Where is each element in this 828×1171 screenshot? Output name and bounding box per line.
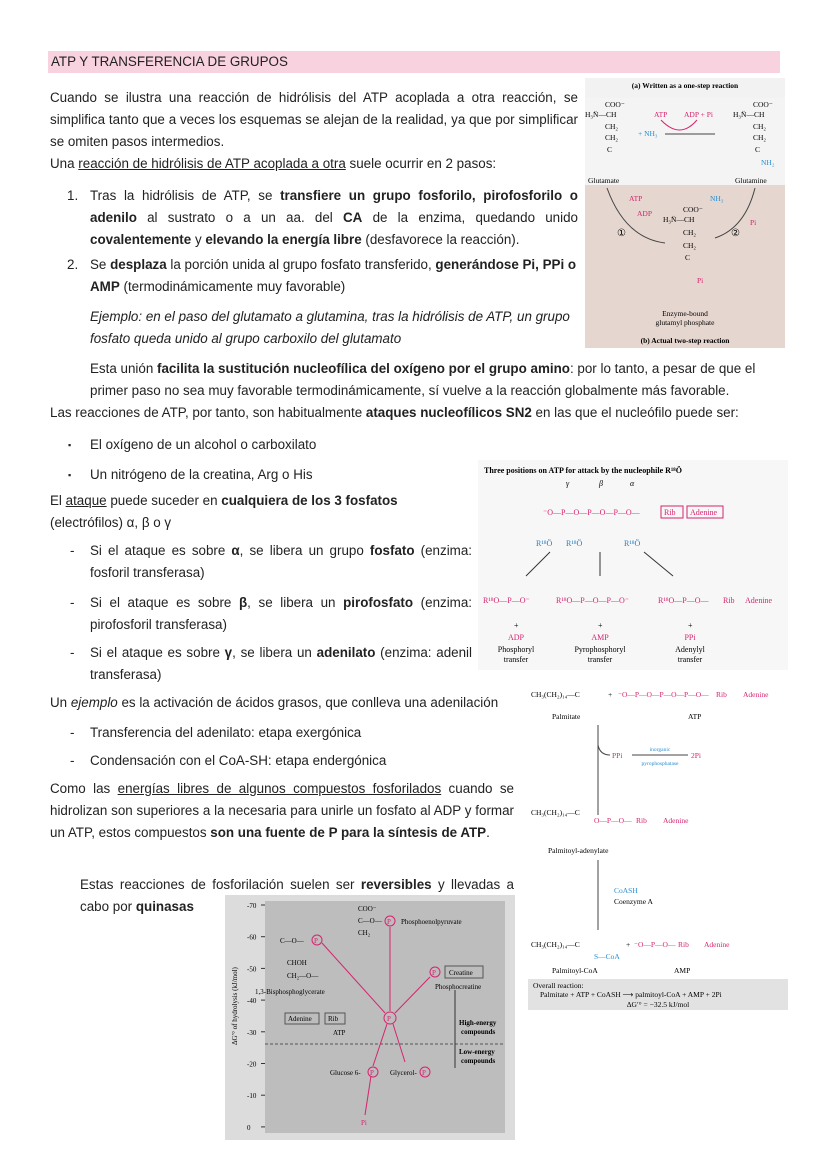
attack-gamma: [90, 642, 472, 686]
enzyme-label: pyrophosphatase: [641, 761, 679, 767]
text-segment: al sustrato o a un aa. del: [136, 210, 343, 225]
text-segment: .: [486, 825, 490, 840]
text-segment: es la activación de ácidos grasos, que conlleva una adenilación: [117, 695, 499, 710]
formula: CH₂: [683, 228, 697, 237]
text-segment: Si el ataque es sobre: [90, 595, 239, 610]
text-segment: (enzima: pirofosforil transferasa): [90, 595, 473, 632]
text-segment: pirofosfato: [343, 595, 414, 610]
high-energy-label: compounds: [461, 1028, 496, 1036]
dash-mark: -: [70, 725, 75, 740]
formula: CH₂: [605, 133, 619, 142]
plus: +: [608, 690, 613, 699]
adenine-box: Adenine: [288, 1015, 312, 1023]
list-number: 2.: [67, 257, 79, 272]
nucleophile: R¹⁸Ö: [536, 539, 553, 548]
transfer-label: transfer: [677, 655, 703, 664]
palmitate-label: Palmitate: [552, 712, 581, 721]
formula: CH₂—O—: [287, 972, 319, 980]
text-segment: , se libera un: [232, 645, 317, 660]
text-segment: reacción de hidrólisis de ATP acoplada a otra: [78, 156, 346, 171]
text-segment: (desfavorece la reacción).: [361, 232, 520, 247]
high-energy-label: High-energy: [459, 1019, 497, 1027]
formula: CH₂: [605, 122, 619, 131]
step-2-marker: ②: [731, 228, 740, 239]
text-segment: (enzima: adenil transferasa): [90, 645, 473, 682]
text-segment: cualquiera de los 3 fosfatos: [221, 493, 398, 508]
glutamate-to-glutamine-figure: [585, 78, 785, 348]
formula: COO⁻: [605, 100, 625, 109]
low-energy-label: Low-energy: [459, 1048, 495, 1056]
fig2-title: Three positions on ATP for attack by the nucleophile R¹⁸Ö: [484, 466, 682, 475]
ppi-label: PPi: [612, 751, 623, 760]
text-segment: Ejemplo: en el paso del glutamato a glutamina, tras la hidrólisis de ATP, un grupo fosfato queda unido al grupo carboxilo del glutamato: [90, 309, 570, 346]
formula: NH₂: [761, 158, 775, 167]
p-circle: P: [422, 1069, 426, 1077]
text-segment: fosfato: [369, 543, 415, 558]
intermediate-label: Enzyme-bound: [662, 309, 708, 318]
bullet-item: Un nitrógeno de la creatina, Arg o His: [90, 467, 313, 482]
text-segment: El: [50, 493, 66, 508]
formula: C: [685, 253, 691, 262]
adp-pi-label: ADP + Pi: [684, 110, 713, 119]
intermediate-label: glutamyl phosphate: [655, 318, 715, 327]
text-segment: ataque: [65, 493, 107, 508]
formula: COO⁻: [753, 100, 773, 109]
text-segment: puede suceder en: [106, 493, 222, 508]
formula: CH₂: [753, 133, 767, 142]
dash-mark: -: [70, 753, 75, 768]
text-segment: quinasas: [135, 899, 194, 914]
y-tick-label: -60: [247, 933, 257, 942]
attack-alpha: [90, 540, 472, 584]
text-segment: , se libera un: [247, 595, 344, 610]
adenine-box: Adenine: [704, 940, 730, 949]
enzyme-label: inorganic: [649, 747, 671, 753]
step-2-text: [90, 254, 578, 298]
p-circle: P: [387, 1015, 391, 1023]
plus: +: [626, 940, 631, 949]
formula: COO⁻: [358, 905, 377, 913]
glutamate-label: Glutamate: [588, 176, 620, 185]
list-number: 1.: [67, 188, 79, 203]
gamma-label: γ: [566, 479, 570, 488]
plus: +: [514, 621, 519, 630]
transfer-label: Adenylyl: [675, 645, 705, 654]
step-2-example: [90, 306, 578, 350]
text-segment: covalentemente: [90, 232, 192, 247]
plus: +: [598, 621, 603, 630]
overall-reaction-label: Overall reaction:: [533, 981, 584, 990]
text-segment: y: [191, 232, 206, 247]
formula: CHOH: [287, 959, 307, 967]
beta-label: β: [599, 479, 603, 488]
glutamine-label: Glutamine: [735, 176, 767, 185]
y-tick-label: -10: [247, 1092, 257, 1101]
p-circle: P: [387, 918, 391, 926]
atp-label: ATP: [654, 110, 668, 119]
pi-label: Pi: [750, 218, 757, 227]
y-tick-label: -70: [247, 902, 257, 910]
sn2-paragraph: [50, 402, 780, 424]
atp-chain: ⁻O—P—O—P—O—P—O—: [618, 690, 709, 699]
adenylate-label: Palmitoyl-adenylate: [548, 846, 609, 855]
text-segment: Las reacciones de ATP, por tanto, son habitualmente: [50, 405, 366, 420]
atp-label: ATP: [688, 712, 702, 721]
pcr-label: Phosphocreatine: [435, 983, 482, 991]
nucleophile: R¹⁸Ö: [624, 539, 641, 548]
attack-beta: [90, 592, 472, 636]
dash-mark: -: [70, 645, 75, 660]
adp-label: ADP: [637, 209, 653, 218]
text-segment: , se libera un grupo: [239, 543, 370, 558]
intro-paragraph: [50, 87, 578, 153]
palmitate-formula: CH₃(CH₂)₁₄—C: [531, 690, 580, 699]
text-segment: Tras la hidrólisis de ATP, se: [90, 188, 281, 203]
formula: COO⁻: [683, 205, 703, 214]
rib-box: Rib: [716, 690, 727, 699]
released-amp: AMP: [591, 633, 609, 642]
pi-label: Pi: [361, 1119, 367, 1127]
low-energy-label: compounds: [461, 1057, 496, 1065]
two-step-paragraph: [50, 153, 578, 175]
y-tick-label: -30: [247, 1028, 257, 1037]
text-segment: Se: [90, 257, 111, 272]
text-segment: transfiere un grupo fosforilo, pirofosforilo o adenilo: [90, 188, 578, 225]
text-segment: (enzima: fosforil transferasa): [90, 543, 472, 580]
transfer-label: Pyrophosphoryl: [574, 645, 626, 654]
formula: H₃N̈—CH: [733, 110, 765, 119]
scoa: S—CoA: [594, 952, 620, 961]
text-segment: adenilato: [316, 645, 376, 660]
text-segment: Un: [50, 695, 71, 710]
text-segment: Esta unión: [90, 361, 157, 376]
text-segment: ejemplo: [70, 695, 118, 710]
palmitoyl-coa-label: Palmitoyl-CoA: [552, 966, 598, 975]
rib-box: Rib: [678, 940, 689, 949]
coenzyme-label: Coenzyme A: [614, 897, 653, 906]
adenine-box: Adenine: [690, 508, 718, 517]
formula: C—O—: [280, 937, 304, 945]
transfer-label: transfer: [587, 655, 613, 664]
attack-paragraph: [50, 490, 472, 534]
fatty-acid-activation-figure: [528, 675, 788, 1010]
fig1-b-title: (b) Actual two-step reaction: [640, 336, 730, 345]
p-circle: P: [370, 1069, 374, 1077]
step-1-marker: ①: [617, 228, 626, 239]
text-segment: elevando la energía libre: [205, 232, 362, 247]
step-1-text: [90, 185, 578, 251]
fatty-acid-paragraph: [50, 692, 520, 714]
phosphate: Pi: [697, 276, 704, 285]
alpha-label: α: [630, 479, 635, 488]
formula: C: [607, 145, 613, 154]
fa-step: Condensación con el CoA-SH: etapa endergónica: [90, 753, 387, 768]
atp-chain: ⁻O—P—O—P—O—P—O—: [543, 508, 640, 517]
text-segment: Como las: [50, 781, 118, 796]
formula: CH₂: [753, 122, 767, 131]
text-segment: Si el ataque es sobre: [90, 645, 225, 660]
text-segment: ataques nucleofílicos SN2: [365, 405, 532, 420]
delta-g: ΔG′° = −32.5 kJ/mol: [626, 1000, 690, 1009]
atp-label: ATP: [333, 1029, 346, 1037]
text-segment: (termodinámicamente muy favorable): [119, 279, 346, 294]
two-pi-label: 2Pi: [691, 751, 702, 760]
bullet-icon: ▪: [68, 470, 72, 480]
creatine-box: Creatine: [449, 969, 473, 977]
nucleophilic-paragraph: [90, 358, 780, 402]
atp-label: ATP: [629, 194, 643, 203]
hydrolysis-energy-chart: [225, 895, 515, 1140]
rib-box: Rib: [636, 816, 647, 825]
dash-mark: -: [70, 543, 75, 558]
formula: CH₃(CH₂)₁₄—C: [531, 808, 580, 817]
adenine-box: Adenine: [663, 816, 689, 825]
y-tick-label: 0: [247, 1123, 251, 1132]
transfer-label: Phosphoryl: [497, 645, 535, 654]
rib-box: Rib: [723, 596, 735, 605]
y-tick-label: -40: [247, 997, 257, 1006]
product-3: R¹⁸O—P—O—: [658, 596, 709, 605]
text-segment: y llevadas a cabo por: [80, 877, 514, 914]
text-segment: α: [231, 543, 240, 558]
formula: CH₂: [358, 929, 371, 937]
product-2: R¹⁸O—P—O—P—O⁻: [556, 596, 629, 605]
formula: CH₂: [683, 241, 697, 250]
formula: H₃N̈—CH: [663, 215, 695, 224]
glycerol-p-label: Glycerol-: [390, 1069, 417, 1077]
overall-reaction: Palmitate + ATP + CoASH ⟶ palmitoyl-CoA + AMP + 2Pi: [540, 990, 722, 999]
fig1-a-title: (a) Written as a one-step reaction: [631, 81, 739, 90]
formula: C: [755, 145, 761, 154]
released-adp: ADP: [507, 633, 525, 642]
text-segment: generándose Pi, PPi o AMP: [90, 257, 577, 294]
rib-box: Rib: [664, 508, 676, 517]
y-tick-label: -50: [247, 965, 257, 974]
text-segment: energías libres de algunos compuestos fosforilados: [117, 781, 442, 796]
text-segment: suele ocurrir en 2 pasos:: [345, 156, 497, 171]
bullet-icon: ▪: [68, 440, 72, 450]
adenine-box: Adenine: [743, 690, 769, 699]
formula: H₃N̈—CH: [585, 110, 617, 119]
adenine-box: Adenine: [745, 596, 773, 605]
product-1: R¹⁸O—P—O⁻: [483, 596, 530, 605]
text-segment: Cuando se ilustra una reacción de hidrólisis del ATP acoplada a otra reacción, se simplifica tanto que a veces los esquemas se alejan de la realidad, ya que por simplificar se omiten pasos intermedios.: [50, 90, 578, 149]
formula: C—O—: [358, 917, 382, 925]
p-circle: P: [314, 937, 318, 945]
text-segment: (electrófilos) α, β o γ: [50, 515, 172, 530]
nucleophile: R¹⁸Ö: [566, 539, 583, 548]
glucose-6p-label: Glucose 6-: [330, 1069, 361, 1077]
plus: +: [688, 621, 693, 630]
formula: CH₃(CH₂)₁₄—C: [531, 940, 580, 949]
text-segment: Si el ataque es sobre: [90, 543, 232, 558]
dash-mark: -: [70, 595, 75, 610]
text-segment: reversibles: [360, 877, 432, 892]
text-segment: facilita la sustitución nucleofílica del oxígeno por el grupo amino: [157, 361, 570, 376]
text-segment: CA: [343, 210, 363, 225]
nh3-label: + NH₃: [638, 129, 658, 138]
released-ppi: PPi: [684, 633, 696, 642]
text-segment: Una: [50, 156, 79, 171]
amp-chain: ⁻O—P—O—: [634, 940, 676, 949]
text-segment: desplaza: [110, 257, 167, 272]
atp-attack-positions-figure: [478, 460, 788, 670]
text-segment: : por lo tanto, a pesar de que el primer paso no sea muy favorable termodinámicamente, sí vuelve a la reacción globalmente más favorable.: [90, 361, 756, 398]
text-segment: β: [238, 595, 248, 610]
text-segment: Estas reacciones de fosforilación suelen ser: [80, 877, 361, 892]
text-segment: son una fuente de P para la síntesis de ATP: [210, 825, 487, 840]
y-tick-label: -20: [247, 1060, 257, 1069]
fa-step: Transferencia del adenilato: etapa exergónica: [90, 725, 362, 740]
y-axis-label: ΔG′° of hydrolysis (kJ/mol): [231, 967, 239, 1045]
text-segment: de la enzima, quedando unido: [362, 210, 579, 225]
transfer-label: transfer: [503, 655, 529, 664]
text-segment: en las que el nucleófilo puede ser:: [531, 405, 739, 420]
phospho-compounds-paragraph: [50, 778, 514, 844]
bpg-label: 1,3-Bisphosphoglycerate: [255, 988, 325, 996]
text-segment: γ: [224, 645, 233, 660]
pep-label: Phosphoenolpyruvate: [401, 918, 462, 926]
rib-box: Rib: [328, 1015, 339, 1023]
amp-label: AMP: [674, 966, 691, 975]
text-segment: cuando se hidrolizan son superiores a la necesaria para unirle un fosfato al ADP y formar un ATP, estos compuestos: [50, 781, 515, 840]
text-segment: la porción unida al grupo fosfato transferido,: [166, 257, 436, 272]
coash-label: CoASH: [614, 886, 638, 895]
p-circle: P: [432, 969, 436, 977]
section-title: ATP Y TRANSFERENCIA DE GRUPOS: [48, 51, 780, 73]
bullet-item: El oxígeno de un alcohol o carboxilato: [90, 437, 317, 452]
nh3-label: NH₃: [710, 194, 724, 203]
adenylate-chain: O—P—O—: [594, 816, 632, 825]
